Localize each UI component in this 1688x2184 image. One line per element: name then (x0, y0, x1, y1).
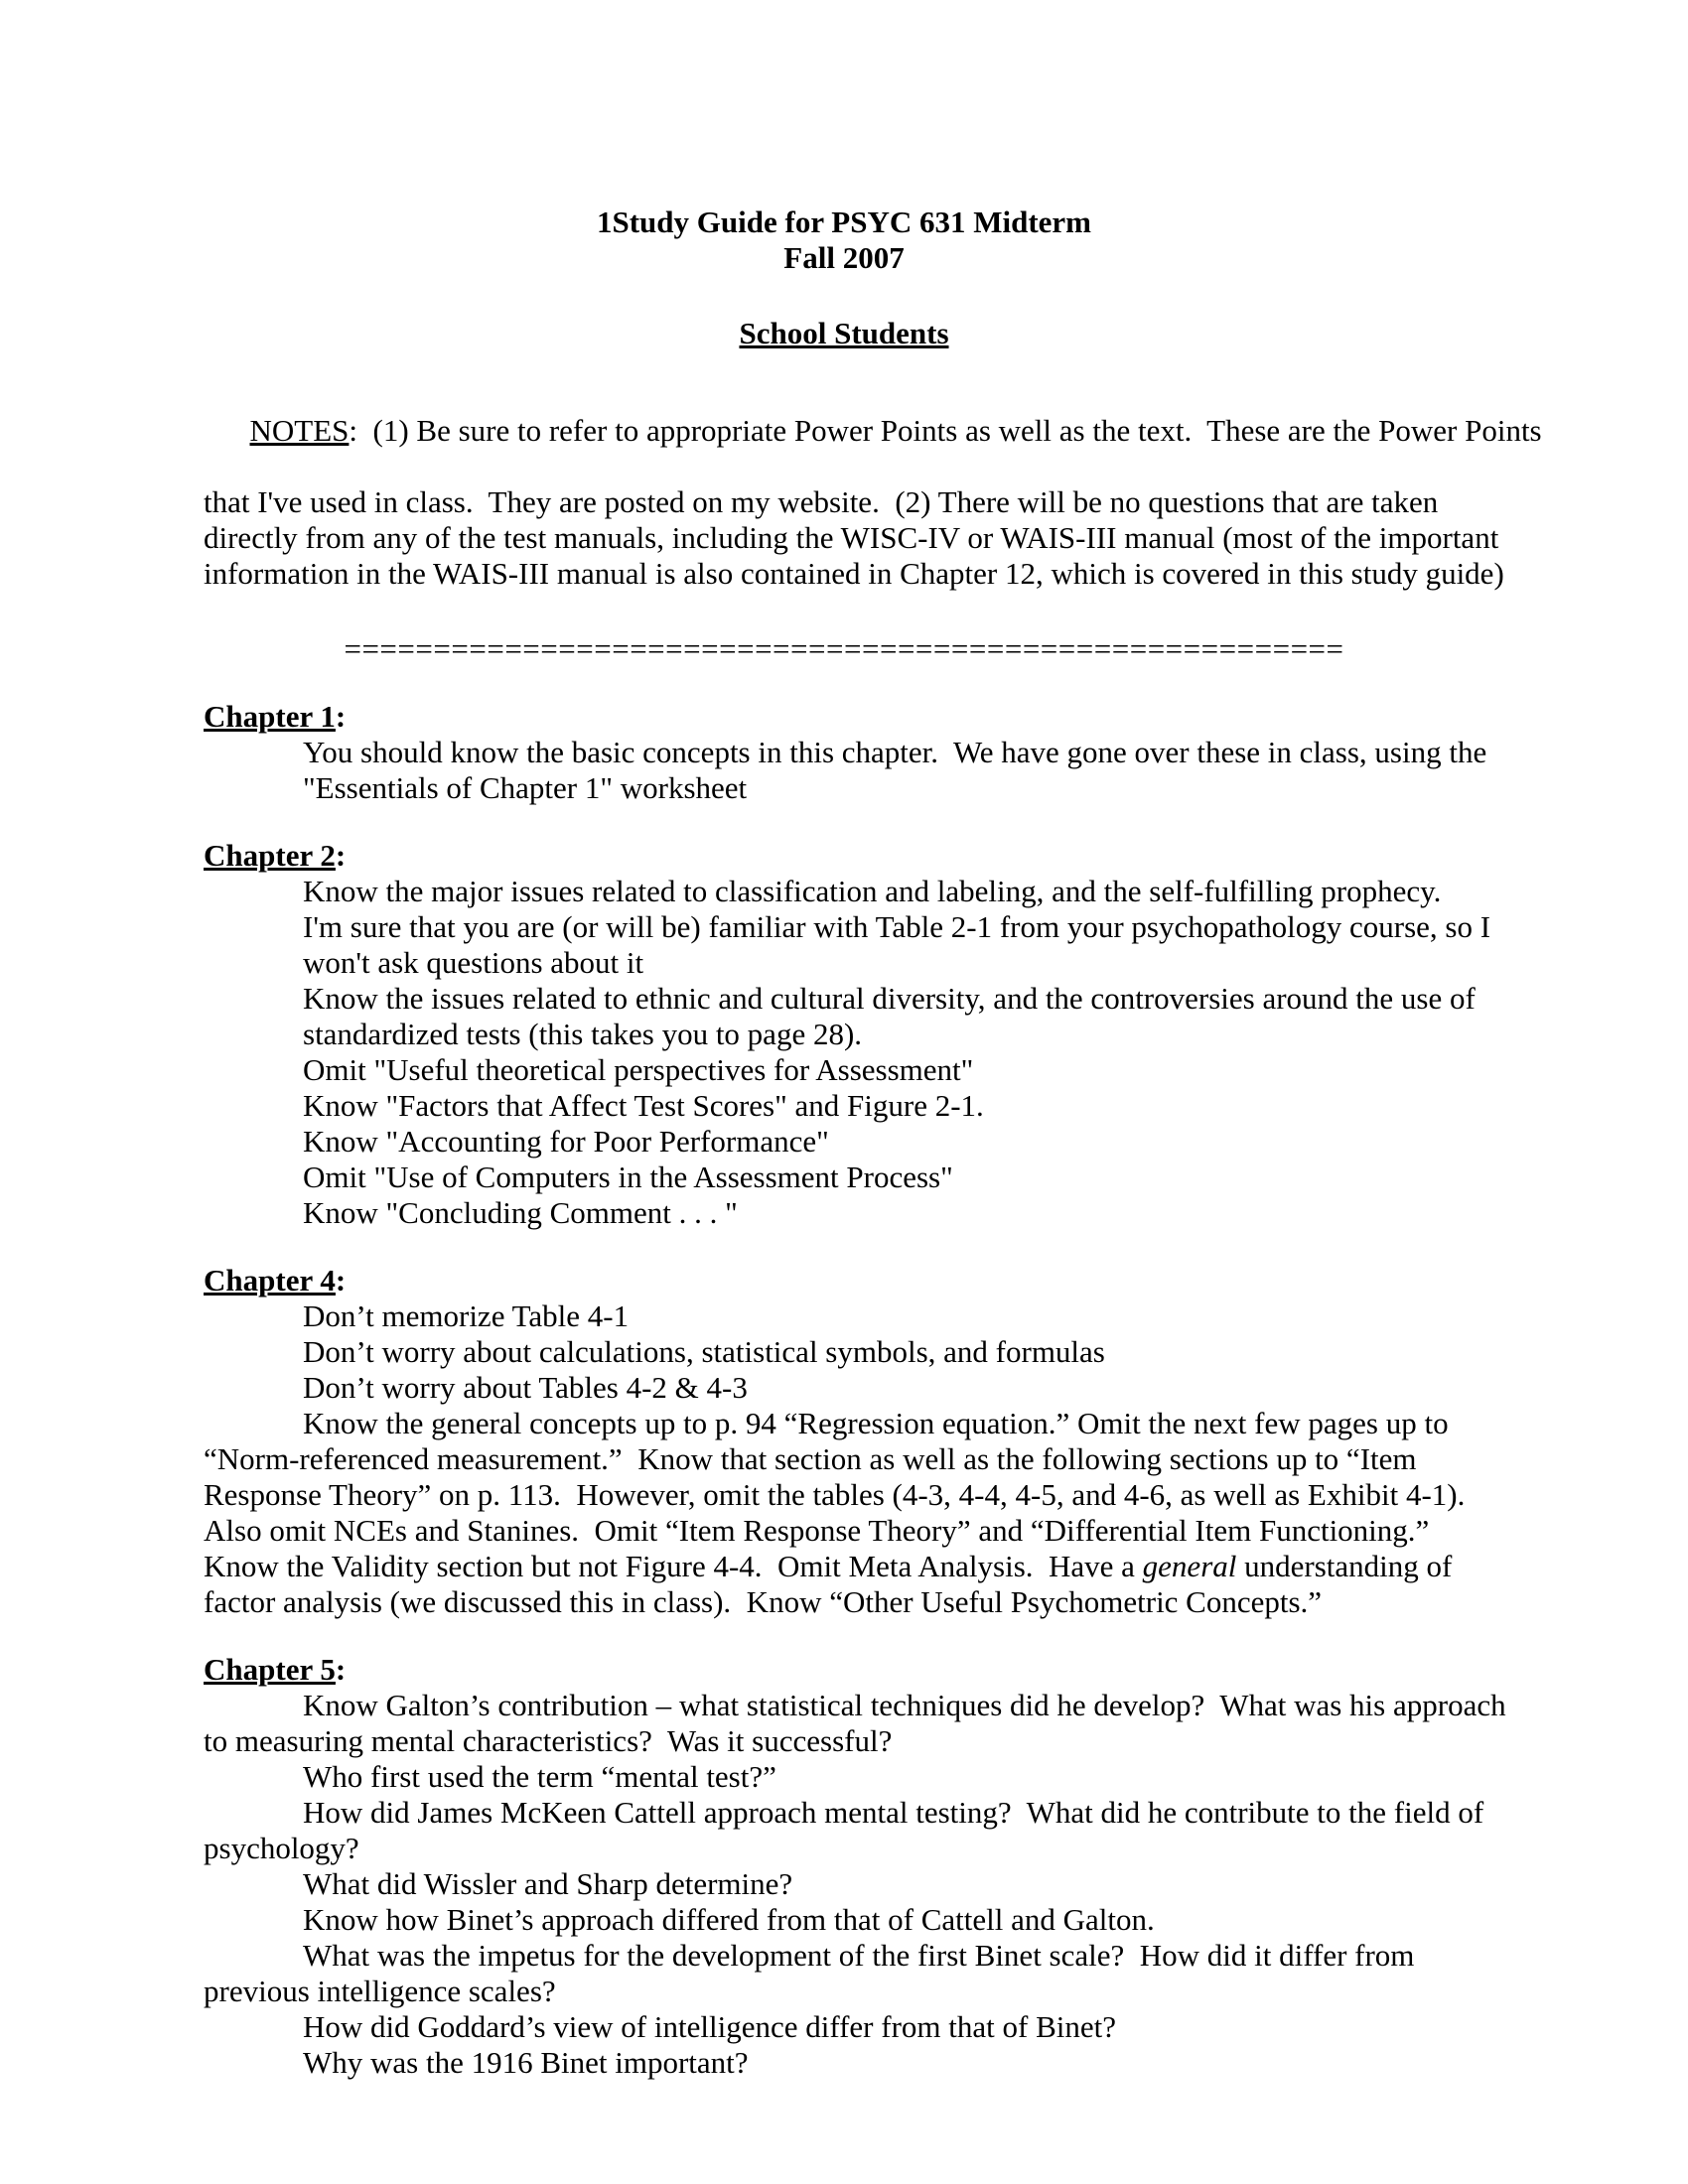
section-line: Know how Binet’s approach differed from that of Cattell and Galton. (303, 1902, 1155, 1937)
chapter-heading (204, 1652, 1484, 1688)
section-line: Omit "Use of Computers in the Assessment Process" (303, 1160, 953, 1194)
notes-line: that I've used in class. They are posted on my website. (2) There will be no questions that are taken (204, 484, 1439, 519)
section-line: Know the issues related to ethnic and cultural diversity, and the controversies around the use of (303, 981, 1476, 1016)
section-line: standardized tests (this takes you to page 28). (303, 1017, 863, 1051)
chapter-section (204, 699, 1487, 806)
notes-line: directly from any of the test manuals, including the WISC-IV or WAIS-III manual (most of the important (204, 520, 1499, 555)
section-line: Omit "Useful theoretical perspectives for Assessment" (303, 1052, 974, 1087)
section-line: What was the impetus for the development of the first Binet scale? How did it differ from (303, 1938, 1415, 1973)
chapter-heading-colon: : (335, 699, 347, 734)
section-line: I'm sure that you are (or will be) familiar with Table 2-1 from your psychopathology course, so I (303, 909, 1491, 944)
notes-first-line-text: : (1) Be sure to refer to appropriate Power Points as well as the text. These are the Power Points (349, 413, 1542, 448)
chapter-heading-colon: : (335, 1263, 347, 1297)
chapter-heading-text: Chapter 1 (204, 699, 336, 734)
chapter-heading (204, 1263, 1484, 1298)
document-subtitle (204, 316, 1484, 351)
notes-paragraph (204, 377, 1542, 592)
section-line: Know "Factors that Affect Test Scores" and Figure 2-1. (303, 1088, 984, 1123)
section-line: psychology? (204, 1831, 359, 1865)
notes-line: information in the WAIS-III manual is also contained in Chapter 12, which is covered in this study guide) (204, 556, 1504, 591)
section-line: factor analysis (we discussed this in class). Know “Other Useful Psychometric Concepts.” (204, 1584, 1323, 1619)
chapter-section (204, 838, 1491, 1231)
section-line: Don’t worry about Tables 4-2 & 4-3 (303, 1370, 748, 1405)
section-line: What did Wissler and Sharp determine? (303, 1866, 793, 1901)
section-line: How did Goddard’s view of intelligence differ from that of Binet? (303, 2009, 1116, 2044)
chapter-heading-text: Chapter 2 (204, 838, 336, 873)
subtitle-text: School Students (739, 316, 949, 350)
section-line: “Norm-referenced measurement.” Know that section as well as the following sections up to “Item (204, 1441, 1417, 1476)
sections (204, 699, 1506, 2081)
section-line: Who first used the term “mental test?” (303, 1759, 776, 1794)
section-line: Also omit NCEs and Stanines. Omit “Item Response Theory” and “Differential Item Functioning.” (204, 1513, 1430, 1548)
section-line: You should know the basic concepts in this chapter. We have gone over these in class, using the (303, 735, 1487, 769)
document-title: 1Study Guide for PSYC 631 Midterm (596, 205, 1091, 239)
section-line: "Essentials of Chapter 1" worksheet (303, 770, 748, 805)
section-line: How did James McKeen Cattell approach mental testing? What did he contribute to the field of (303, 1795, 1484, 1830)
title-block (204, 205, 1484, 276)
chapter-section (204, 1652, 1506, 2081)
section-line: previous intelligence scales? (204, 1974, 556, 2008)
section-line: Know the general concepts up to p. 94 “Regression equation.” Omit the next few pages up to (303, 1406, 1449, 1440)
chapter-section (204, 1263, 1484, 1620)
chapter-heading-text: Chapter 5 (204, 1652, 336, 1687)
section-line: won't ask questions about it (303, 945, 644, 980)
separator-line: ======================================================== (344, 631, 1344, 666)
emphasized-text: general (1142, 1549, 1237, 1583)
section-line: Why was the 1916 Binet important? (303, 2045, 749, 2080)
line-text: understanding of (1236, 1549, 1453, 1583)
section-line: Know "Accounting for Poor Performance" (303, 1124, 829, 1159)
chapter-heading-colon: : (335, 1652, 347, 1687)
document-title-term: Fall 2007 (783, 240, 905, 275)
notes-first-line (204, 377, 1542, 484)
section-line: Know Galton’s contribution – what statistical techniques did he develop? What was his approach (303, 1688, 1506, 1722)
section-line: Don’t worry about calculations, statistical symbols, and formulas (303, 1334, 1105, 1369)
chapter-heading (204, 699, 1484, 735)
chapter-heading-text: Chapter 4 (204, 1263, 336, 1297)
section-line: Know the major issues related to classification and labeling, and the self-fulfilling prophecy. (303, 874, 1442, 908)
chapter-heading-colon: : (335, 838, 347, 873)
section-line: Response Theory” on p. 113. However, omit the tables (4-3, 4-4, 4-5, and 4-6, as well as Exhibit 4-1). (204, 1477, 1466, 1512)
chapter-heading (204, 838, 1484, 874)
section-line: Don’t memorize Table 4-1 (303, 1298, 630, 1333)
section-line: to measuring mental characteristics? Was it successful? (204, 1723, 893, 1758)
section-line: Know "Concluding Comment . . . " (303, 1195, 738, 1230)
notes-lines (204, 484, 1504, 592)
notes-label: NOTES (249, 413, 350, 448)
line-text: Know the Validity section but not Figure 4-4. Omit Meta Analysis. Have a (204, 1549, 1143, 1583)
section-line (204, 1549, 1484, 1584)
